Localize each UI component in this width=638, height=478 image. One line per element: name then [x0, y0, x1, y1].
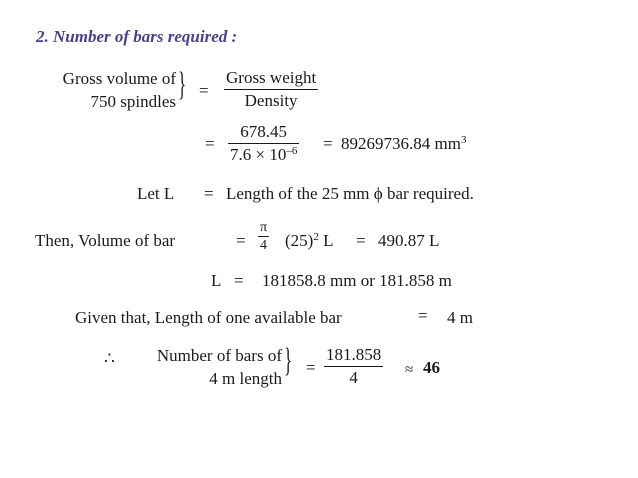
fraction-bar [258, 236, 269, 237]
eq3-rhs: Length of the 25 mm ϕ bar required. [226, 184, 474, 203]
eq1-lhs-line1: Gross volume of [62, 69, 176, 88]
eq4-fraction [258, 220, 269, 253]
therefore-symbol: ∴ [104, 349, 115, 368]
fraction-bar [228, 143, 299, 144]
eq5-equals: = [234, 271, 244, 290]
eq2-equals: = [205, 134, 215, 153]
eq7-equals: = [306, 358, 316, 377]
eq2-denominator [228, 145, 299, 165]
eq6-equals: = [418, 306, 428, 325]
eq1-fraction [224, 68, 318, 111]
eq7-result: 46 [423, 358, 440, 377]
eq2-result [341, 134, 466, 154]
eq3-equals: = [204, 184, 214, 203]
eq4-rhs-base: (25) [285, 231, 314, 250]
eq4-result: 490.87 L [378, 231, 440, 250]
eq7-approx: ≈ [405, 362, 414, 378]
eq7-numerator: 181.858 [326, 345, 382, 364]
eq6-rhs: 4 m [447, 308, 473, 327]
fraction-bar [324, 366, 383, 367]
eq5-rhs: 181858.8 mm or 181.858 m [262, 271, 452, 290]
eq6-lhs: Given that, Length of one available bar [75, 308, 342, 327]
eq1-lhs-line2: 750 spindles [90, 92, 176, 111]
eq2-den-exponent: –6 [286, 145, 298, 157]
eq4-equals-2: = [356, 231, 366, 250]
eq4-rhs-tail: L [318, 231, 334, 250]
eq2-result-exponent: 3 [460, 134, 467, 146]
eq2-den-base: 7.6 × 10 [230, 145, 287, 164]
eq4-rhs-exponent: 2 [313, 231, 319, 243]
eq4-denominator: 4 [260, 238, 268, 253]
eq1-brace: } [178, 66, 187, 103]
eq1-denominator: Density [244, 91, 298, 110]
eq1-numerator: Gross weight [226, 68, 317, 87]
eq7-brace: } [284, 342, 293, 379]
eq2-result-value: 89269736.84 mm [341, 134, 461, 153]
eq7-denominator: 4 [349, 368, 358, 387]
eq4-rhs [285, 231, 333, 251]
eq4-numerator: π [260, 220, 268, 235]
eq2-equals-2: = [323, 134, 333, 153]
eq4-equals: = [236, 231, 246, 250]
eq7-lhs-line2: 4 m length [209, 369, 282, 388]
eq7-lhs-line1: Number of bars of [156, 346, 282, 365]
eq2-fraction [228, 122, 299, 165]
eq3-lhs: Let L [137, 184, 175, 203]
fraction-bar [224, 89, 318, 90]
eq1-equals: = [199, 81, 209, 100]
eq5-lhs: L [211, 271, 222, 290]
eq4-lhs: Then, Volume of bar [35, 231, 176, 250]
eq7-fraction [324, 345, 383, 388]
eq2-numerator: 678.45 [240, 122, 288, 141]
section-heading: 2. Number of bars required : [36, 27, 238, 46]
